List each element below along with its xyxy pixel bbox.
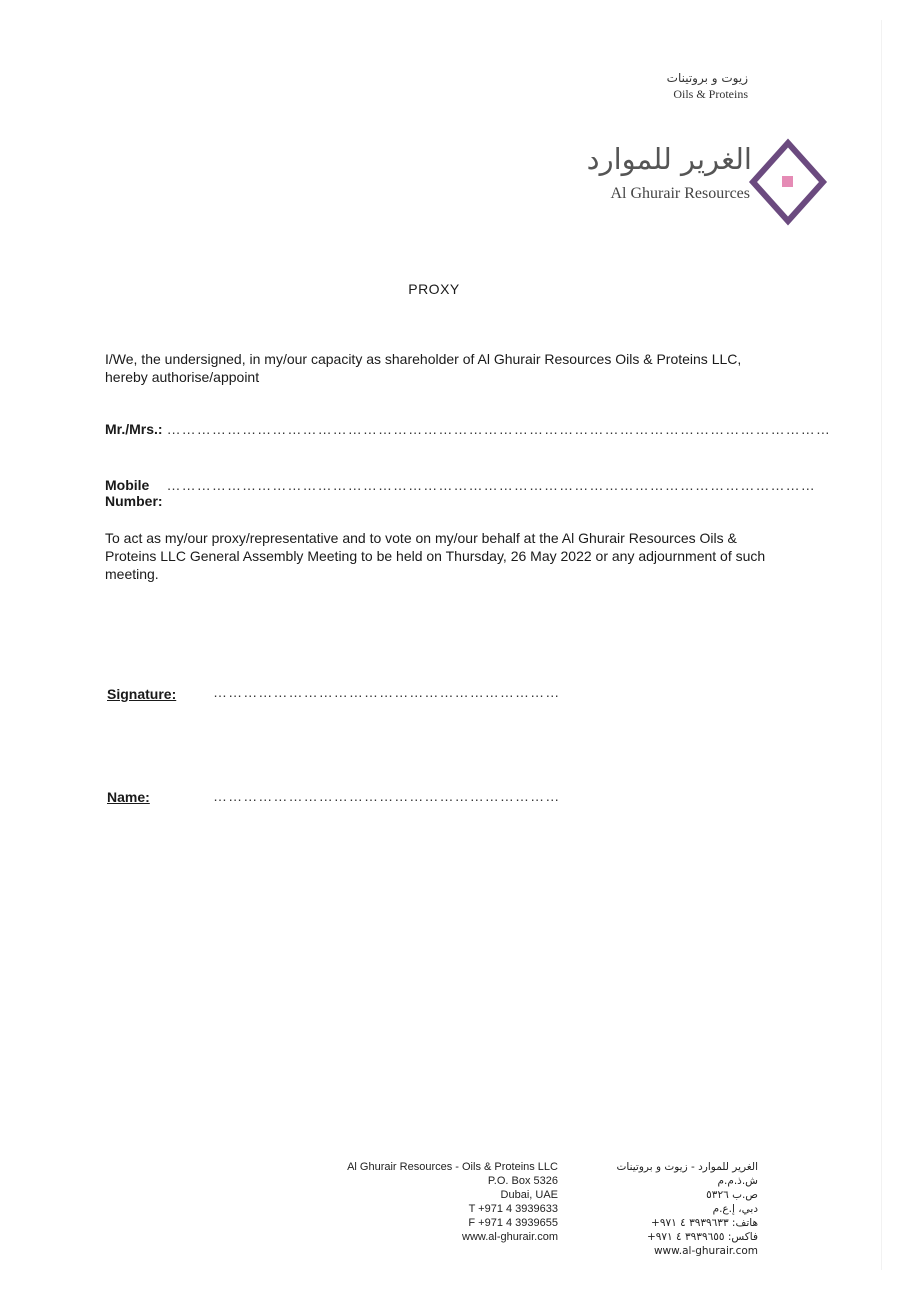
scan-edge-line <box>881 20 882 1270</box>
signer-name-label: Name: <box>107 789 150 805</box>
logo-diamond-icon <box>750 140 826 224</box>
signer-name-blank[interactable]: …………………………………………………………… <box>213 788 561 804</box>
intro-paragraph: I/We, the undersigned, in my/our capacity as shareholder of Al Ghurair Resources Oils & Proteins LLC, hereby authorise/appoint <box>105 351 742 385</box>
footer-ar-po-box: ص.ب ٥٣٢٦ <box>706 1189 758 1201</box>
footer-company: Al Ghurair Resources - Oils & Proteins LLC <box>347 1161 558 1173</box>
footer-city: Dubai, UAE <box>500 1189 558 1201</box>
mobile-number-field[interactable] <box>105 477 816 509</box>
logo-english-wordmark: Al Ghurair Resources <box>610 185 750 202</box>
page-title: PROXY <box>408 281 460 297</box>
appointee-name-field[interactable] <box>105 421 831 437</box>
division-label <box>667 70 748 102</box>
appointee-name-label: Mr./Mrs.: <box>105 421 163 437</box>
footer-website: www.al-ghurair.com <box>462 1231 558 1243</box>
signature-label: Signature: <box>107 686 177 702</box>
footer-ar-city: دبي، إ.ع.م <box>712 1203 758 1215</box>
footer-english-address <box>347 1160 558 1244</box>
footer-telephone: T +971 4 3939633 <box>468 1203 558 1215</box>
logo-arabic-wordmark: الغرير للموارد <box>586 142 752 176</box>
mobile-number-label: Mobile Number: <box>105 477 163 509</box>
footer-arabic-address <box>578 1160 758 1258</box>
footer-ar-telephone: هاتف: ٣٩٣٩٦٣٣ ٤ ٩٧١+ <box>651 1217 758 1229</box>
division-english: Oils & Proteins <box>673 87 748 101</box>
footer-ar-fax: فاكس: ٣٩٣٩٦٥٥ ٤ ٩٧١+ <box>646 1231 758 1243</box>
footer-ar-company: الغرير للموارد - زيوت و بروتينات ش.ذ.م.م <box>616 1161 758 1187</box>
footer-ar-website: www.al-ghurair.com <box>653 1245 758 1257</box>
mobile-number-blank[interactable]: ………………………………………………………………………………………………………………… <box>166 477 816 493</box>
signature-blank[interactable]: …………………………………………………………… <box>213 684 561 700</box>
division-arabic: زيوت و بروتينات <box>666 71 748 85</box>
footer-fax: F +971 4 3939655 <box>468 1217 558 1229</box>
footer-po-box: P.O. Box 5326 <box>487 1175 558 1187</box>
appointee-name-blank[interactable]: …………………………………………………………………………………………………………………… <box>166 421 831 437</box>
proxy-body-paragraph: To act as my/our proxy/representative and to vote on my/our behalf at the Al Ghurair Resources Oils & Proteins LLC General Assembly Meeting to be held on Thursday, 26 May 2022 or any adjournment of such meeting. <box>105 530 766 582</box>
